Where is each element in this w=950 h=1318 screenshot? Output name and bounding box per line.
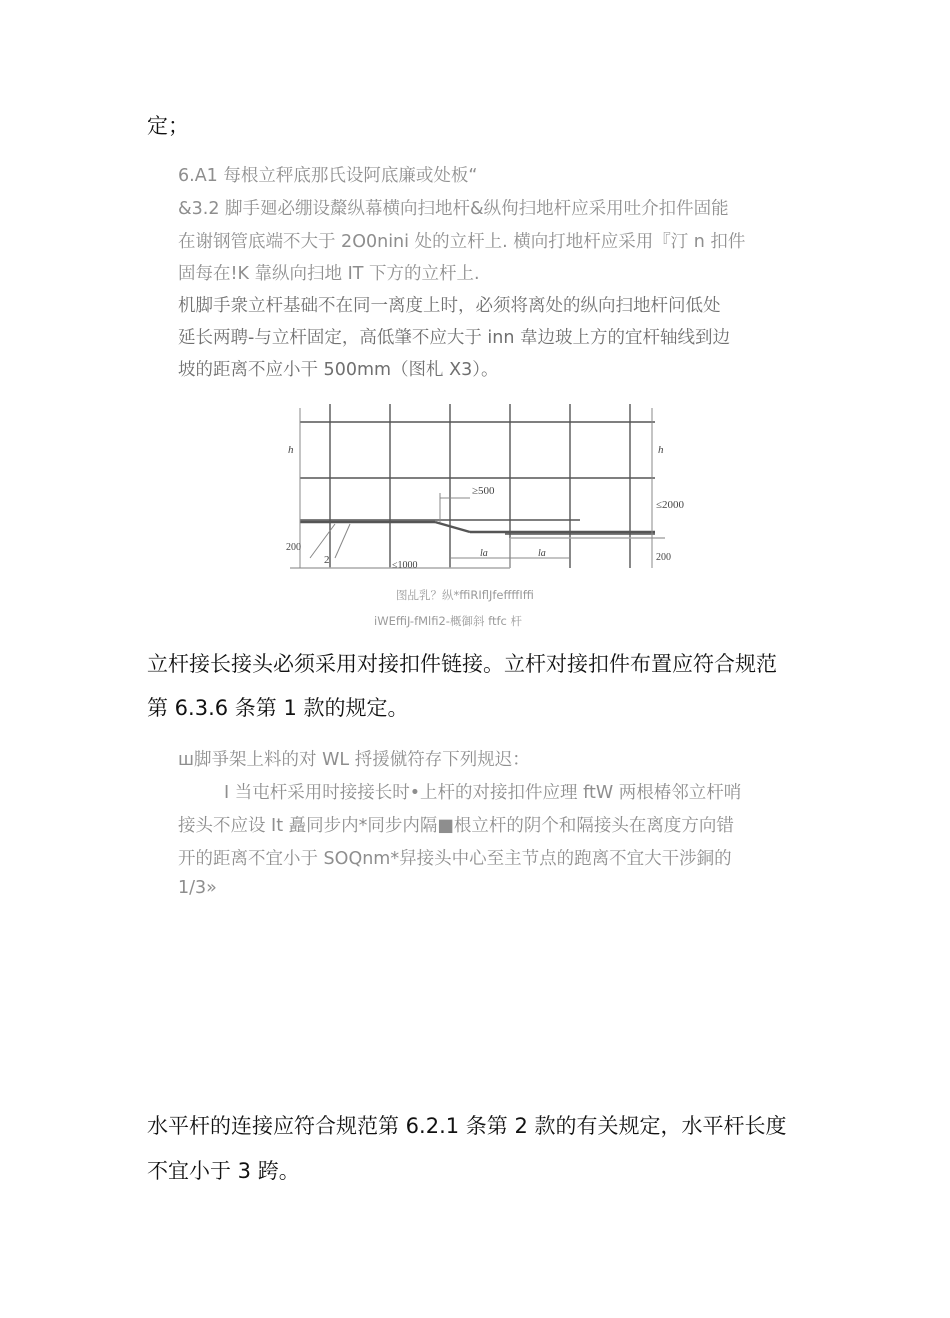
section-1-line: 延长两聘-与立杆固定，高低肇不应大于 inn 韋边玻上方的宜杆轴线到边 [178,328,730,348]
section-2-line: I 当屯杆采用时接接长时•上杆的对接扣件应理 ftW 两根椿邻立杆哨 [224,783,742,803]
section-1-line: 固每在!K 靠纵向扫地 IT 下方的立杆上. [178,264,480,284]
label-ge500: ≥500 [472,485,495,497]
section-1-line: 6.A1 每根立秤底那氏设阿底廉或处板“ [178,166,478,186]
scaffold-diagram [280,398,685,578]
paragraph-line: 立杆接长接头必须采用对接扣件链接。立杆对接扣件布置应符合规范 [147,652,777,676]
section-2-line: 接头不应设 It 矗同步内*同步内隔■根立杆的阴个和隔接头在离度方向错 [178,816,734,836]
label-le2000: ≤2000 [656,499,685,511]
section-2-line: ш脚爭架上料的对 WL 捋援僦符存下列规迟： [178,750,530,770]
section-1-line: &3.2 脚手廻必绷设斄纵幕横向扫地杆&纵佝扫地杆应采用吐介扣件固能 [178,199,729,219]
label-h-right: h [658,444,664,456]
top-fragment: 定； [147,114,189,138]
label-la-1: la [480,548,488,559]
paragraph-line: 第 6.3.6 条第 1 款的规定。 [147,696,409,720]
label-h-left: h [288,444,294,456]
paragraph-line: 水平杆的连接应符合规范第 6.2.1 条第 2 款的有关规定，水平杆长度 [147,1114,787,1138]
section-1-line: 在谢钢管底端不大于 2O0nini 处的立杆上. 横向打地杆应采用『汀 n 扣件 [178,232,746,252]
section-1-line: 坡的距离不应小干 500mm（图札 X3）。 [178,360,499,380]
paragraph-line: 不宜小于 3 跨。 [147,1159,300,1183]
section-2-line: 1/3» [178,878,217,898]
figure-caption-1: 图乩乳？纵*ffiRIflJfeffffIffi [396,588,534,602]
section-1-line: 机脚手衆立杆基础不在同一离度上时，必须将离处的纵向扫地杆问低处 [178,296,721,316]
label-le1000: ≤1000 [392,560,418,571]
section-2-line: 开的距离不宜小于 SOQnm*舁接头中心至主节点的跑离不宜大干涉銅的 [178,849,732,869]
label-la-2: la [538,548,546,559]
label-200-right: 200 [656,552,671,563]
figure-caption-2: iWEffiJ-fMlfi2-概御斜 ftfc 杆 [374,614,522,628]
label-2: 2 [324,554,330,566]
label-200-left: 200 [286,542,301,553]
